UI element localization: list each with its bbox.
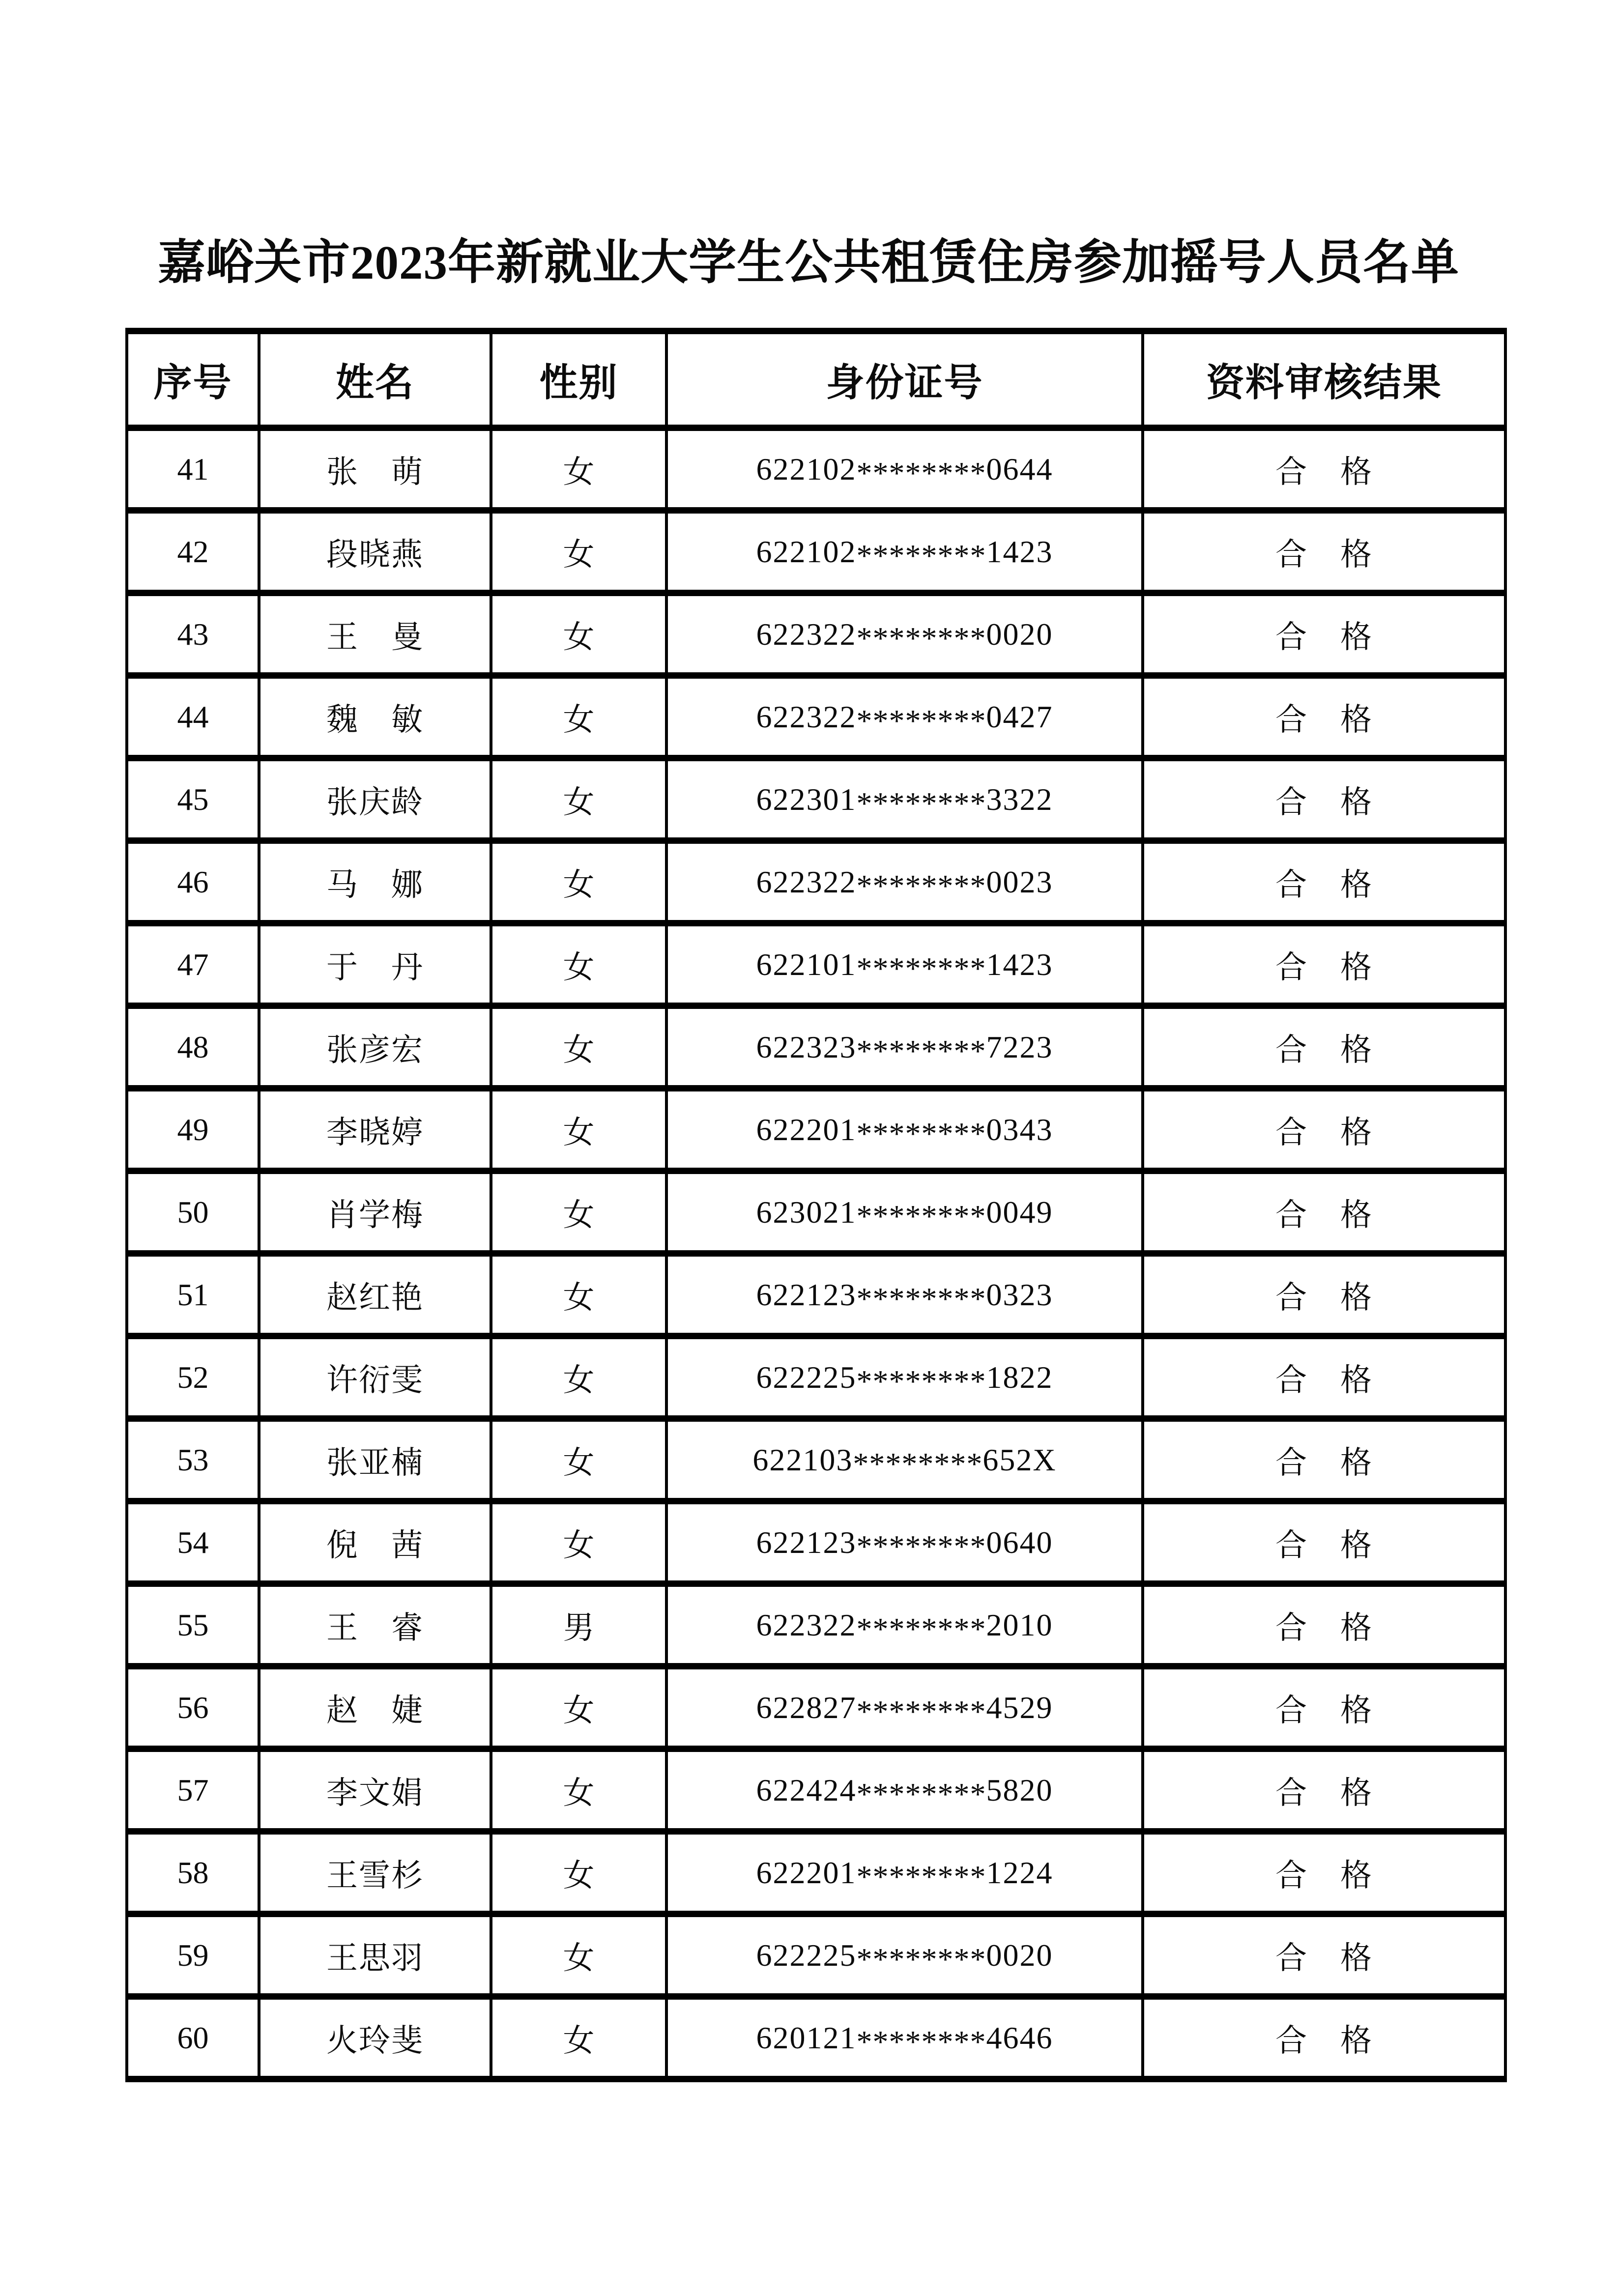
gender-cell: 女: [491, 923, 666, 1006]
id-masked-digits: ********: [856, 1281, 986, 1317]
id-masked-digits: ********: [856, 1859, 986, 1894]
gender-cell: 女: [491, 676, 666, 758]
id-suffix: 0323: [986, 1277, 1053, 1312]
id-prefix: 622201: [756, 1855, 857, 1890]
id-masked-digits: ********: [856, 1942, 986, 1977]
name-cell: 王思羽: [259, 1914, 491, 1997]
row-number-cell: 45: [127, 758, 259, 841]
result-cell: 合 格: [1143, 1089, 1505, 1171]
gender-cell: 女: [491, 1336, 666, 1419]
gender-cell: 女: [491, 1006, 666, 1089]
id-masked-digits: ********: [856, 1529, 986, 1564]
gender-cell: 女: [491, 841, 666, 923]
result-cell: 合 格: [1143, 1584, 1505, 1666]
table-row: [127, 841, 1505, 923]
id-masked-digits: ********: [856, 1199, 986, 1234]
table-row: [127, 511, 1505, 593]
id-suffix: 1423: [986, 534, 1053, 569]
gender-cell: 女: [491, 1501, 666, 1584]
row-number-cell: 44: [127, 676, 259, 758]
id-masked-digits: ********: [856, 1777, 986, 1812]
id-masked-digits: ********: [856, 703, 986, 739]
gender-cell: 女: [491, 1089, 666, 1171]
result-cell: 合 格: [1143, 1997, 1505, 2079]
header-cell-review-result: 资料审核结果: [1143, 331, 1505, 428]
table-header-row: [127, 331, 1505, 428]
id-number-cell: [666, 1914, 1143, 1997]
id-number-cell: [666, 923, 1143, 1006]
row-number-cell: 59: [127, 1914, 259, 1997]
table-row: [127, 1997, 1505, 2079]
name-cell: 火玲斐: [259, 1997, 491, 2079]
id-masked-digits: ********: [856, 786, 986, 821]
result-cell: 合 格: [1143, 1254, 1505, 1336]
result-cell: 合 格: [1143, 1171, 1505, 1254]
id-suffix: 0020: [986, 1937, 1053, 1973]
id-prefix: 622827: [756, 1690, 857, 1725]
id-masked-digits: ********: [856, 1116, 986, 1151]
row-number-cell: 53: [127, 1419, 259, 1501]
name-cell: 李晓婷: [259, 1089, 491, 1171]
header-cell-name: 姓名: [259, 331, 491, 428]
table-row: [127, 676, 1505, 758]
id-number-cell: [666, 1997, 1143, 2079]
gender-cell: 女: [491, 1666, 666, 1749]
id-prefix: 622323: [756, 1029, 857, 1064]
gender-cell: 女: [491, 1254, 666, 1336]
result-cell: 合 格: [1143, 1666, 1505, 1749]
id-suffix: 1224: [986, 1855, 1053, 1890]
gender-cell: 女: [491, 1832, 666, 1914]
id-prefix: 622123: [756, 1524, 857, 1560]
table-row: [127, 1419, 1505, 1501]
id-number-cell: [666, 1089, 1143, 1171]
id-number-cell: [666, 511, 1143, 593]
roster-table: [125, 328, 1507, 2082]
result-cell: 合 格: [1143, 1006, 1505, 1089]
table-row: [127, 1336, 1505, 1419]
id-number-cell: [666, 1006, 1143, 1089]
id-prefix: 622424: [756, 1772, 857, 1808]
row-number-cell: 49: [127, 1089, 259, 1171]
id-prefix: 622322: [756, 616, 857, 652]
id-suffix: 4646: [986, 2020, 1053, 2055]
id-suffix: 0020: [986, 616, 1053, 652]
gender-cell: 女: [491, 1997, 666, 2079]
id-masked-digits: ********: [856, 621, 986, 656]
id-number-cell: [666, 1666, 1143, 1749]
row-number-cell: 50: [127, 1171, 259, 1254]
name-cell: 张亚楠: [259, 1419, 491, 1501]
row-number-cell: 48: [127, 1006, 259, 1089]
id-masked-digits: ********: [856, 1033, 986, 1069]
result-cell: 合 格: [1143, 676, 1505, 758]
id-number-cell: [666, 1419, 1143, 1501]
id-prefix: 622123: [756, 1277, 857, 1312]
result-cell: 合 格: [1143, 428, 1505, 511]
result-cell: 合 格: [1143, 841, 1505, 923]
id-prefix: 622225: [756, 1359, 857, 1395]
gender-cell: 女: [491, 1914, 666, 1997]
table-row: [127, 1749, 1505, 1832]
table-row: [127, 1501, 1505, 1584]
gender-cell: 男: [491, 1584, 666, 1666]
id-masked-digits: ********: [856, 456, 986, 491]
id-suffix: 0049: [986, 1194, 1053, 1230]
id-number-cell: [666, 758, 1143, 841]
id-number-cell: [666, 593, 1143, 676]
name-cell: 王 睿: [259, 1584, 491, 1666]
table-row: [127, 923, 1505, 1006]
result-cell: 合 格: [1143, 1419, 1505, 1501]
row-number-cell: 51: [127, 1254, 259, 1336]
id-prefix: 622322: [756, 1607, 857, 1642]
name-cell: 赵 婕: [259, 1666, 491, 1749]
name-cell: 倪 茜: [259, 1501, 491, 1584]
id-suffix: 0427: [986, 699, 1053, 734]
id-suffix: 1423: [986, 947, 1053, 982]
result-cell: 合 格: [1143, 1914, 1505, 1997]
id-number-cell: [666, 1171, 1143, 1254]
id-prefix: 622102: [756, 451, 857, 487]
table-row: [127, 1584, 1505, 1666]
table-row: [127, 1254, 1505, 1336]
row-number-cell: 58: [127, 1832, 259, 1914]
row-number-cell: 57: [127, 1749, 259, 1832]
table-row: [127, 1089, 1505, 1171]
name-cell: 赵红艳: [259, 1254, 491, 1336]
gender-cell: 女: [491, 1419, 666, 1501]
table-row: [127, 1914, 1505, 1997]
id-number-cell: [666, 841, 1143, 923]
id-suffix: 1822: [986, 1359, 1053, 1395]
row-number-cell: 56: [127, 1666, 259, 1749]
name-cell: 王雪杉: [259, 1832, 491, 1914]
id-prefix: 622322: [756, 699, 857, 734]
gender-cell: 女: [491, 593, 666, 676]
id-number-cell: [666, 1832, 1143, 1914]
name-cell: 于 丹: [259, 923, 491, 1006]
id-suffix: 0644: [986, 451, 1053, 487]
id-prefix: 622301: [756, 781, 857, 817]
id-number-cell: [666, 1254, 1143, 1336]
id-number-cell: [666, 1584, 1143, 1666]
gender-cell: 女: [491, 758, 666, 841]
row-number-cell: 47: [127, 923, 259, 1006]
gender-cell: 女: [491, 1749, 666, 1832]
row-number-cell: 60: [127, 1997, 259, 2079]
id-number-cell: [666, 1749, 1143, 1832]
table-row: [127, 1171, 1505, 1254]
id-prefix: 622322: [756, 864, 857, 899]
name-cell: 李文娟: [259, 1749, 491, 1832]
id-number-cell: [666, 1336, 1143, 1419]
id-prefix: 622103: [752, 1442, 853, 1477]
table-row: [127, 593, 1505, 676]
name-cell: 王 曼: [259, 593, 491, 676]
name-cell: 马 娜: [259, 841, 491, 923]
page-title: 嘉峪关市2023年新就业大学生公共租赁住房参加摇号人员名单: [158, 236, 1459, 289]
result-cell: 合 格: [1143, 1501, 1505, 1584]
id-suffix: 3322: [986, 781, 1053, 817]
id-masked-digits: ********: [856, 1611, 986, 1647]
table-row: [127, 428, 1505, 511]
id-prefix: 622102: [756, 534, 857, 569]
gender-cell: 女: [491, 428, 666, 511]
id-suffix: 0640: [986, 1524, 1053, 1560]
header-cell-gender: 性别: [491, 331, 666, 428]
id-masked-digits: ********: [856, 538, 986, 574]
id-suffix: 5820: [986, 1772, 1053, 1808]
result-cell: 合 格: [1143, 511, 1505, 593]
id-masked-digits: ********: [856, 868, 986, 904]
table-row: [127, 1832, 1505, 1914]
gender-cell: 女: [491, 511, 666, 593]
row-number-cell: 41: [127, 428, 259, 511]
table-row: [127, 1666, 1505, 1749]
id-prefix: 622225: [756, 1937, 857, 1973]
id-suffix: 4529: [986, 1690, 1053, 1725]
id-masked-digits: ********: [856, 2024, 986, 2060]
name-cell: 许衍雯: [259, 1336, 491, 1419]
result-cell: 合 格: [1143, 923, 1505, 1006]
id-prefix: 620121: [756, 2020, 857, 2055]
id-prefix: 622201: [756, 1112, 857, 1147]
header-cell-id-number: 身份证号: [666, 331, 1143, 428]
id-suffix: 0343: [986, 1112, 1053, 1147]
id-suffix: 2010: [986, 1607, 1053, 1642]
id-masked-digits: ********: [856, 951, 986, 986]
result-cell: 合 格: [1143, 758, 1505, 841]
row-number-cell: 52: [127, 1336, 259, 1419]
id-prefix: 623021: [756, 1194, 857, 1230]
id-number-cell: [666, 676, 1143, 758]
table-row: [127, 1006, 1505, 1089]
id-suffix: 0023: [986, 864, 1053, 899]
id-masked-digits: ********: [856, 1694, 986, 1729]
row-number-cell: 42: [127, 511, 259, 593]
id-masked-digits: ********: [856, 1364, 986, 1399]
row-number-cell: 46: [127, 841, 259, 923]
id-prefix: 622101: [756, 947, 857, 982]
name-cell: 肖学梅: [259, 1171, 491, 1254]
id-number-cell: [666, 428, 1143, 511]
header-cell-serial-number: 序号: [127, 331, 259, 428]
id-number-cell: [666, 1501, 1143, 1584]
row-number-cell: 43: [127, 593, 259, 676]
id-suffix: 7223: [986, 1029, 1053, 1064]
name-cell: 魏 敏: [259, 676, 491, 758]
result-cell: 合 格: [1143, 1832, 1505, 1914]
result-cell: 合 格: [1143, 1749, 1505, 1832]
row-number-cell: 54: [127, 1501, 259, 1584]
name-cell: 段晓燕: [259, 511, 491, 593]
gender-cell: 女: [491, 1171, 666, 1254]
row-number-cell: 55: [127, 1584, 259, 1666]
result-cell: 合 格: [1143, 1336, 1505, 1419]
id-suffix: 652X: [982, 1442, 1057, 1477]
name-cell: 张彦宏: [259, 1006, 491, 1089]
table-row: [127, 758, 1505, 841]
name-cell: 张 萌: [259, 428, 491, 511]
name-cell: 张庆龄: [259, 758, 491, 841]
id-masked-digits: ********: [853, 1446, 983, 1482]
result-cell: 合 格: [1143, 593, 1505, 676]
table-body: [127, 428, 1505, 2079]
